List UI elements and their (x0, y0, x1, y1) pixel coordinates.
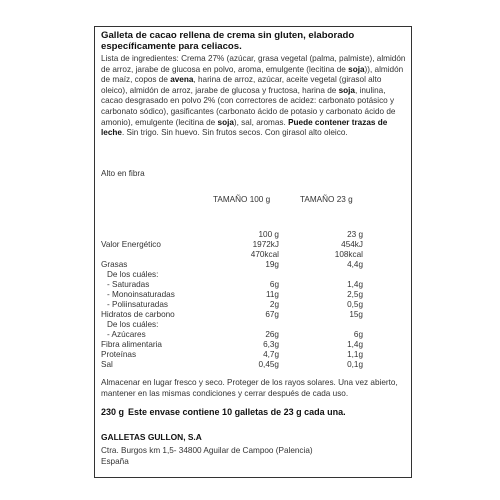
nutrient-value-23g: 1,4g (347, 340, 363, 349)
nutrient-value-23g: 1,1g (347, 350, 363, 359)
ingredient-allergen: soja (338, 85, 355, 95)
nutrient-label: - Poliinsaturadas (107, 300, 168, 309)
ingredients-list (101, 54, 407, 139)
nutrient-label: - Azúcares (107, 330, 146, 339)
nutrient-value-100g: 19g (265, 260, 279, 269)
product-title-line: específicamente para celiacos. (101, 41, 242, 52)
nutrient-label: Sal (101, 360, 113, 369)
nutrient-value-100g: 6,3g (263, 340, 279, 349)
nutrient-value-100g: 11g (265, 290, 279, 299)
ingredient-text: , inulina, cacao desgrasado en polvo 2% (con correctores de acidez: carbonato potásico y carbonato sódico), gasificantes (carbonato ácido de potasio y carbonato ácido de amonio), emulgente (lecitina de (101, 85, 396, 127)
nutrient-value-100g: 1972kJ (252, 240, 279, 249)
ingredient-text: )), almidón de maíz, copos de (101, 64, 404, 85)
fiber-claim: Alto en fibra (101, 169, 145, 178)
ingredient-allergen: soja (348, 64, 365, 74)
nutrient-value-23g: 2,5g (347, 290, 363, 299)
unit-23g: 23 g (347, 230, 363, 239)
nutrient-label: Fibra alimentaria (101, 340, 162, 349)
nutrient-value-23g: 15g (349, 310, 363, 319)
unit-100g: 100 g (258, 230, 279, 239)
nutrient-label: Grasas (101, 260, 128, 269)
nutrient-value-100g: 4,7g (263, 350, 279, 359)
column-header-23g: TAMAÑO 23 g (300, 195, 353, 204)
nutrient-label: - Monoinsaturadas (107, 290, 175, 299)
nutrient-value-23g: 4,4g (347, 260, 363, 269)
nutrient-label: De los cuáles: (107, 320, 159, 329)
nutrition-label (94, 26, 412, 478)
ingredient-text: Lista de ingredientes: Crema 27% (azúcar, grasa vegetal (palma, palmiste), almidón de arroz, jarabe de glucosa en polvo, aroma, emulgente (lecitina de (101, 54, 406, 74)
nutrient-value-23g: 108kcal (334, 250, 363, 259)
ingredient-allergen: Puede contener trazas de leche (101, 117, 388, 138)
product-title-line: Galleta de cacao rellena de crema sin gluten, elaborado (101, 30, 355, 41)
nutrient-value-23g: 0,5g (347, 300, 363, 309)
nutrient-value-23g: 0,1g (347, 360, 363, 369)
nutrient-value-23g: 6g (353, 330, 363, 339)
net-weight-value: 230 g (101, 407, 125, 417)
nutrient-value-100g: 6g (269, 280, 279, 289)
column-header-100g: TAMAÑO 100 g (213, 195, 271, 204)
nutrient-label: Valor Energético (101, 240, 161, 249)
nutrient-value-23g: 454kJ (341, 240, 363, 249)
ingredient-text: . Sin trigo. Sin huevo. Sin frutos secos. Con girasol alto oleico. (121, 128, 348, 138)
nutrient-label: - Saturadas (107, 280, 150, 289)
ingredient-text: , harina de arroz, azúcar, aceite vegetal (girasol alto oleico), almidón de arroz, jarabe de glucosa y fructosa, harina de (101, 75, 382, 95)
net-weight (101, 407, 350, 417)
nutrient-value-100g: 470kcal (250, 250, 279, 259)
storage-instructions: Almacenar en lugar fresco y seco. Proteger de los rayos solares. Una vez abierto, mantener en las mismas condiciones y cerrar después de cada uso. (101, 378, 398, 398)
company-country: España (101, 457, 129, 466)
nutrient-value-23g: 1,4g (347, 280, 363, 289)
nutrient-label: De los cuáles: (107, 270, 159, 279)
ingredient-text: ), sal, aromas. (233, 117, 289, 127)
net-weight-description: Este envase contiene 10 galletas de 23 g cada una. (128, 407, 346, 417)
nutrient-label: Proteínas (101, 350, 137, 359)
ingredient-allergen: avena (170, 75, 194, 85)
product-title (101, 30, 354, 52)
ingredient-allergen: soja (217, 117, 234, 127)
nutrient-label: Hidratos de carbono (101, 310, 175, 319)
company-name: GALLETAS GULLON, S.A (101, 432, 202, 442)
nutrient-value-100g: 67g (265, 310, 279, 319)
nutrient-value-100g: 0,45g (258, 360, 279, 369)
nutrient-value-100g: 26g (265, 330, 279, 339)
company-address: Ctra. Burgos km 1,5- 34800 Aguilar de Campoo (Palencia) (101, 446, 313, 455)
nutrient-value-100g: 2g (269, 300, 279, 309)
